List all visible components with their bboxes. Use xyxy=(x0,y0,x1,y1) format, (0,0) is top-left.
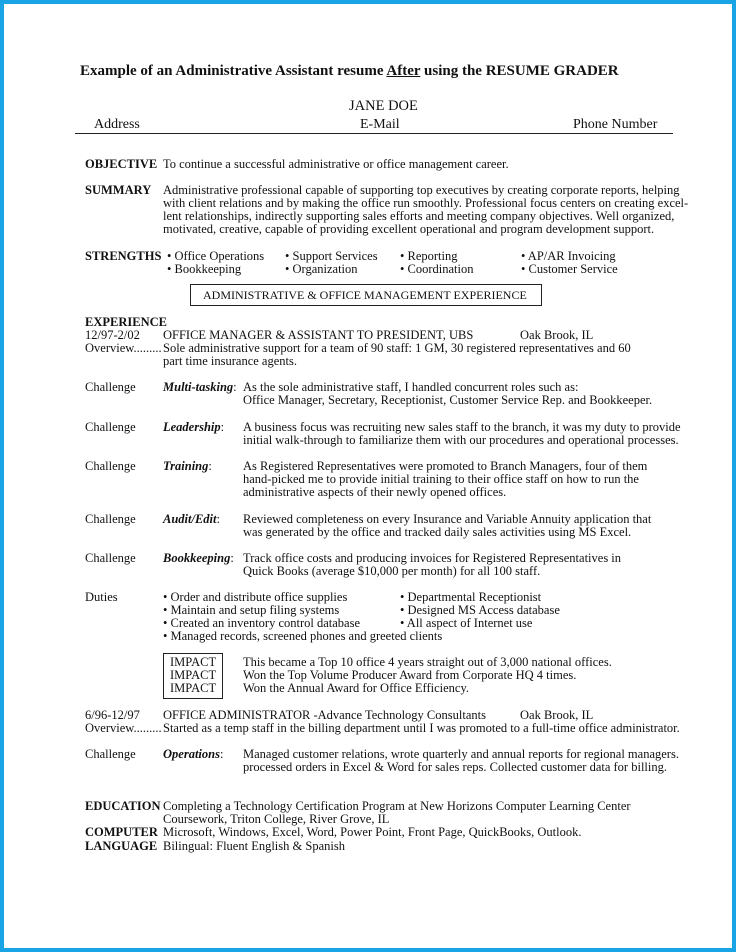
challenge-label: Challenge xyxy=(85,420,136,434)
phone-label: Phone Number xyxy=(573,117,658,132)
challenge-skill-text: Bookkeeping xyxy=(163,551,231,565)
objective-heading: OBJECTIVE xyxy=(85,157,158,171)
summary-line: motivated, creative, capable of providing excellent operational and program development support. xyxy=(163,222,655,236)
challenge-line: hand-picked me to provide initial training to their office staff on how to run the xyxy=(243,472,639,486)
language-text: Bilingual: Fluent English & Spanish xyxy=(163,839,345,853)
strength-item: • AP/AR Invoicing xyxy=(521,249,616,263)
job-location: Oak Brook, IL xyxy=(520,328,594,342)
challenge-label: Challenge xyxy=(85,551,136,565)
candidate-name: JANE DOE xyxy=(349,98,418,114)
job-title: OFFICE ADMINISTRATOR -Advance Technology Consultants xyxy=(163,708,486,722)
challenge-skill: Bookkeeping: xyxy=(163,551,234,565)
overview-line: Sole administrative support for a team of 90 staff: 1 GM, 30 registered representatives and 60 xyxy=(163,341,631,355)
summary-line: with client relations and by making the office run smoothly. Professional focus centers on creating excel- xyxy=(163,196,689,210)
objective-text: To continue a successful administrative or office management career. xyxy=(163,157,509,171)
job-dates: 6/96-12/97 xyxy=(85,708,140,722)
challenge-label: Challenge xyxy=(85,512,136,526)
challenge-skill-text: Operations xyxy=(163,747,220,761)
challenge-skill: Leadership: xyxy=(163,420,225,434)
strength-item: • Office Operations xyxy=(167,249,265,263)
impact-line: This became a Top 10 office 4 years straight out of 3,000 national offices. xyxy=(243,655,612,669)
challenge-label: Challenge xyxy=(85,459,136,473)
strength-item: • Reporting xyxy=(400,249,458,263)
challenge-label: Challenge xyxy=(85,747,136,761)
strength-item: • Coordination xyxy=(400,262,474,276)
language-heading: LANGUAGE xyxy=(85,839,158,853)
challenge-line: As Registered Representatives were promoted to Branch Managers, four of them xyxy=(243,459,648,473)
experience-heading: EXPERIENCE xyxy=(85,315,167,329)
email-label: E-Mail xyxy=(360,117,400,132)
title-text-rest: using the RESUME GRADER xyxy=(420,63,619,79)
overview-line: part time insurance agents. xyxy=(163,354,297,368)
challenge-skill: Audit/Edit: xyxy=(163,512,220,526)
job-dates: 12/97-2/02 xyxy=(85,328,140,342)
education-line: Coursework, Triton College, River Grove, IL xyxy=(163,812,390,826)
impact-line: Won the Annual Award for Office Efficiency. xyxy=(243,681,470,695)
challenge-line: As the sole administrative staff, I handled concurrent roles such as: xyxy=(243,380,579,394)
impact-label: IMPACT xyxy=(170,668,217,682)
challenge-skill-text: Audit/Edit xyxy=(163,512,217,526)
computer-text: Microsoft, Windows, Excel, Word, Power Point, Front Page, QuickBooks, Outlook. xyxy=(163,825,582,839)
challenge-line: initial walk-through to familiarize them with our procedures and operational processes. xyxy=(243,433,679,447)
duty-item: • Created an inventory control database xyxy=(163,616,361,630)
challenge-line: Office Manager, Secretary, Receptionist, Customer Service Rep. and Bookkeeper. xyxy=(243,393,653,407)
challenge-skill-text: Leadership xyxy=(163,420,221,434)
challenge-skill-text: Multi-tasking xyxy=(163,380,234,394)
document-title xyxy=(80,65,619,79)
challenge-line: Reviewed completeness on every Insurance and Variable Annuity application that xyxy=(243,512,652,526)
job-title: OFFICE MANAGER & ASSISTANT TO PRESIDENT, UBS xyxy=(163,328,474,342)
education-line: Completing a Technology Certification Program at New Horizons Computer Learning Center xyxy=(163,799,631,813)
challenge-skill: Training: xyxy=(163,459,212,473)
experience-banner-text: ADMINISTRATIVE & OFFICE MANAGEMENT EXPERIENCE xyxy=(203,288,527,302)
challenge-line: was generated by the office and tracked daily sales activities using MS Excel. xyxy=(243,525,632,539)
duty-item: • All aspect of Internet use xyxy=(400,616,533,630)
strength-item: • Customer Service xyxy=(521,262,618,276)
strength-item: • Bookkeeping xyxy=(167,262,242,276)
challenge-line: administrative aspects of their newly opened offices. xyxy=(243,485,507,499)
duty-item: • Managed records, screened phones and greeted clients xyxy=(163,629,443,643)
duty-item: • Designed MS Access database xyxy=(400,603,560,617)
challenge-line: Quick Books (average $10,000 per month) for all 100 staff. xyxy=(243,564,541,578)
duty-item: • Maintain and setup filing systems xyxy=(163,603,340,617)
job-location: Oak Brook, IL xyxy=(520,708,594,722)
summary-heading: SUMMARY xyxy=(85,183,152,197)
challenge-skill: Multi-tasking: xyxy=(163,380,237,394)
challenge-line: Managed customer relations, wrote quarterly and annual reports for regional managers. xyxy=(243,747,679,761)
challenge-label: Challenge xyxy=(85,380,136,394)
impact-label: IMPACT xyxy=(170,681,217,695)
header-divider xyxy=(75,133,673,134)
summary-line: Administrative professional capable of supporting top executives by creating corporate reports, helping xyxy=(163,183,680,197)
overview-line: Started as a temp staff in the billing department until I was promoted to a full-time office administrator. xyxy=(163,721,680,735)
duty-item: • Order and distribute office supplies xyxy=(163,590,348,604)
summary-line: lent relationships, indirectly supporting sales efforts and meeting company objectives. Well organized, xyxy=(163,209,675,223)
challenge-line: Track office costs and producing invoices for Registered Representatives in xyxy=(243,551,622,565)
strength-item: • Support Services xyxy=(285,249,378,263)
challenge-line: processed orders in Excel & Word for sales reps. Collected customer data for billing. xyxy=(243,760,667,774)
challenge-skill: Operations: xyxy=(163,747,224,761)
title-emphasis: After xyxy=(386,63,421,79)
overview-label: Overview......... xyxy=(85,721,162,735)
challenge-skill-text: Training xyxy=(163,459,209,473)
impact-line: Won the Top Volume Producer Award from Corporate HQ 4 times. xyxy=(243,668,577,682)
duty-item: • Departmental Receptionist xyxy=(400,590,542,604)
education-heading: EDUCATION xyxy=(85,799,161,813)
strengths-heading: STRENGTHS xyxy=(85,249,162,263)
duties-label: Duties xyxy=(85,590,118,604)
computer-heading: COMPUTER xyxy=(85,825,158,839)
overview-label: Overview......... xyxy=(85,341,162,355)
impact-label: IMPACT xyxy=(170,655,217,669)
address-label: Address xyxy=(94,117,140,132)
challenge-line: A business focus was recruiting new sales staff to the branch, it was my duty to provide xyxy=(243,420,681,434)
strength-item: • Organization xyxy=(285,262,358,276)
title-text: Example of an Administrative Assistant resume xyxy=(80,63,387,79)
